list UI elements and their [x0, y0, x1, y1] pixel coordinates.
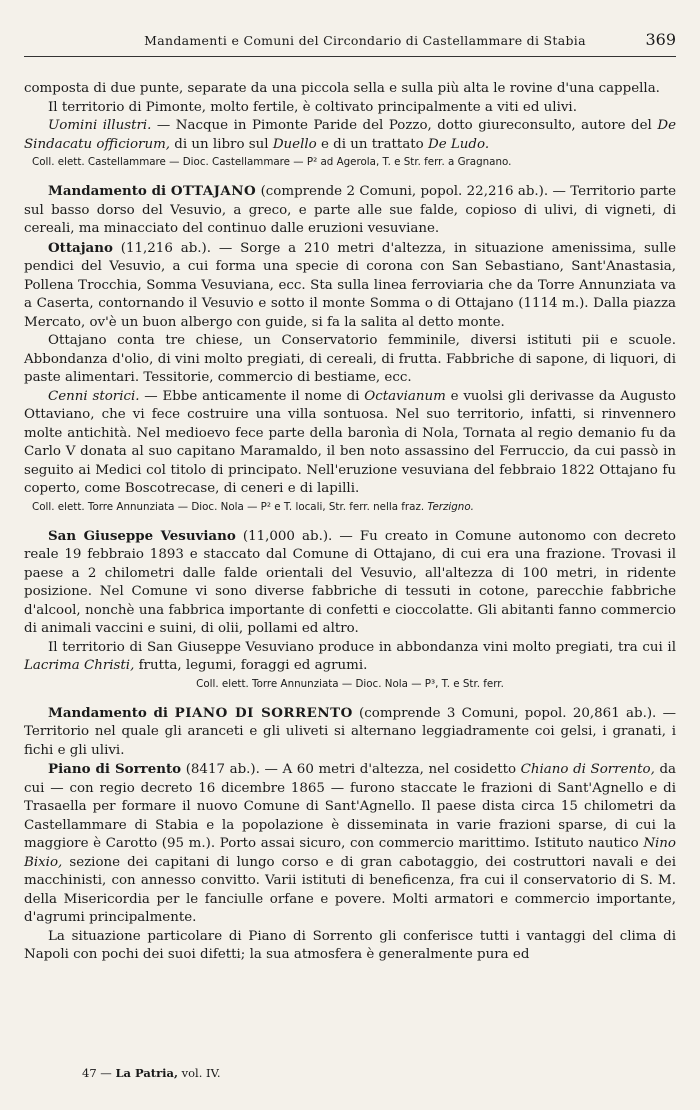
section-label: Cenni storici.: [48, 388, 140, 404]
comune-name: Ottajano: [48, 239, 113, 256]
publication-title: La Patria,: [115, 1066, 178, 1080]
paragraph-san-giuseppe-territory: Il territorio di San Giuseppe Vesuviano produce in abbondanza vini molto pregiati, tra cui il Lacrima Christi, frutta, legumi, foraggi ed agrumi.: [24, 639, 676, 673]
electoral-note-ottajano: Coll. elett. Torre Annunziata — Dioc. Nola — P² e T. locali, Str. ferr. nella fraz. Terzigno.: [32, 500, 474, 513]
mandamento-name: PIANO DI SORRENTO: [174, 704, 353, 721]
paragraph-mandamento-ottajano: Mandamento di OTTAJANO (comprende 2 Comuni, popol. 22,216 ab.). — Territorio parte sul basso dorso del Vesuvio, a greco, e parte alle sue falde, copioso di ulivi, di vigneti, di cereali, ma minacciato del continuo dalle eruzioni vesuviane.: [24, 183, 676, 236]
page-body: [24, 80, 676, 965]
comune-name: San Giuseppe Vesuviano: [48, 527, 236, 544]
paragraph-piano-di-sorrento: Piano di Sorrento (8417 ab.). — A 60 metri d'altezza, nel cosidetto Chiano di Sorrento, da cui — con regio decreto 16 dicembre 1865 — furono staccate le frazioni di Sant'Agnello e di Trasaella per formare il nuovo Comune di Sant'Agnello. Il paese dista circa 15 chilometri da Castellammare di Stabia e la popolazione è disseminata in varie frazioni sparse, di cui la maggiore è Carotto (95 m.). Porto assai sicuro, con commercio marittimo. Istituto nautico Nino Bixio, sezione dei capitani di lungo corso e di gran cabotaggio, dei costruttori navali e dei macchinisti, con annesso convitto. Varii istituti di beneficenza, fra cui il conservatorio di S. M. della Misericordia per le fanciulle orfane e povere. Molti armatori e commercio importante, d'agrumi principalmente.: [24, 761, 676, 925]
paragraph-territory-pimonte: Il territorio di Pimonte, molto fertile, è coltivato principalmente a viti ed ulivi.: [48, 99, 577, 115]
paragraph-ottajano-economy: Ottajano conta tre chiese, un Conservatorio femminile, diversi istituti pii e scuole. Abbondanza d'olio, di vini molto pregiati, di cereali, di frutta. Fabbriche di sapone, di liquori, di paste alimentari. Tessitorie, commercio di bestiame, ecc.: [24, 333, 676, 385]
electoral-note-san-giuseppe: Coll. elett. Torre Annunziata — Dioc. Nola — P³, T. e Str. ferr.: [196, 677, 504, 690]
paragraph-ottajano: Ottajano (11,216 ab.). — Sorge a 210 metri d'altezza, in situazione amenissima, sulle pendici del Vesuvio, a cui forma una specie di corona con San Sebastiano, Sant'Anastasia, Pollena Trocchia, Somma Vesuviana, ecc. Sta sulla linea ferroviaria che da Torre Annunziata va a Caserta, contornando il Vesuvio e sotto il monte Somma o di Ottajano (1114 m.). Dalla piazza Mercato, ov'è un buon albergo con guide, si fa la salita al detto monte.: [24, 239, 676, 330]
paragraph-illustrious-men: Uomini illustri. — Nacque in Pimonte Paride del Pozzo, dotto giureconsulto, autore del De Sindacatu officiorum, di un libro sul Duello e di un trattato De Ludo.: [24, 118, 676, 152]
paragraph-san-giuseppe: San Giuseppe Vesuviano (11,000 ab.). — Fu creato in Comune autonomo con decreto reale 19 febbraio 1893 e staccato dal Comune di Ottajano, di cui era una frazione. Trovasi il paese a 2 chilometri dalle falde orientali del Vesuvio, all'altezza di 100 metri, in ridente posizione. Nel Comune vi sono diverse fabbriche di tessuti in cotone, parecchie fabbriche d'alcool, nonchè una fabbrica importante di confetti e cioccolatte. Gli abitanti fanno commercio di animali vaccini e suini, di olii, pollami ed altro.: [24, 527, 676, 636]
paragraph-mandamento-piano: Mandamento di PIANO DI SORRENTO (comprende 3 Comuni, popol. 20,861 ab.). — Territorio nel quale gli aranceti e gli uliveti si alternano leggiadramente coi gelsi, i granati, i fichi e gli ulivi.: [24, 704, 676, 758]
paragraph-historical-notes: Cenni storici. — Ebbe anticamente il nome di Octavianum e vuolsi gli derivasse da Augusto Ottaviano, che vi fece costruire una villa sontuosa. Nel suo territorio, infatti, si rinvennero molte antichità. Nel medioevo fece parte della baronìa di Nola, Tornata al regio demanio fu da Carlo V donata al suo capitano Maramaldo, il ben noto assassino del Ferruccio, da cui passò in seguito ai Medici col titolo di principato. Nell'eruzione vesuviana del febbraio 1822 Ottajano fu coperto, come Boscotrecase, di ceneri e di lapilli.: [24, 388, 676, 496]
electoral-note-pimonte: Coll. elett. Castellammare — Dioc. Castellammare — P² ad Agerola, T. e Str. ferr. a Gragnano.: [32, 156, 512, 168]
mandamento-name: OTTAJANO: [170, 183, 257, 199]
comune-name: Piano di Sorrento: [48, 761, 182, 777]
paragraph-continuation: composta di due punte, separate da una piccola sella e sulla più alta le rovine d'una cappella.: [24, 81, 660, 96]
signature-footer: 47 — La Patria, vol. IV.: [82, 1066, 221, 1080]
running-header: [24, 30, 676, 57]
header-title: Mandamenti e Comuni del Circondario di Castellammare di Stabia: [144, 33, 586, 48]
page-number: 369: [645, 30, 676, 49]
section-label: Uomini illustri.: [48, 118, 152, 133]
paragraph-piano-climate: La situazione particolare di Piano di Sorrento gli conferisce tutti i vantaggi del clima di Napoli con pochi dei suoi difetti; la sua atmosfera è generalmente pura ed: [24, 928, 676, 962]
